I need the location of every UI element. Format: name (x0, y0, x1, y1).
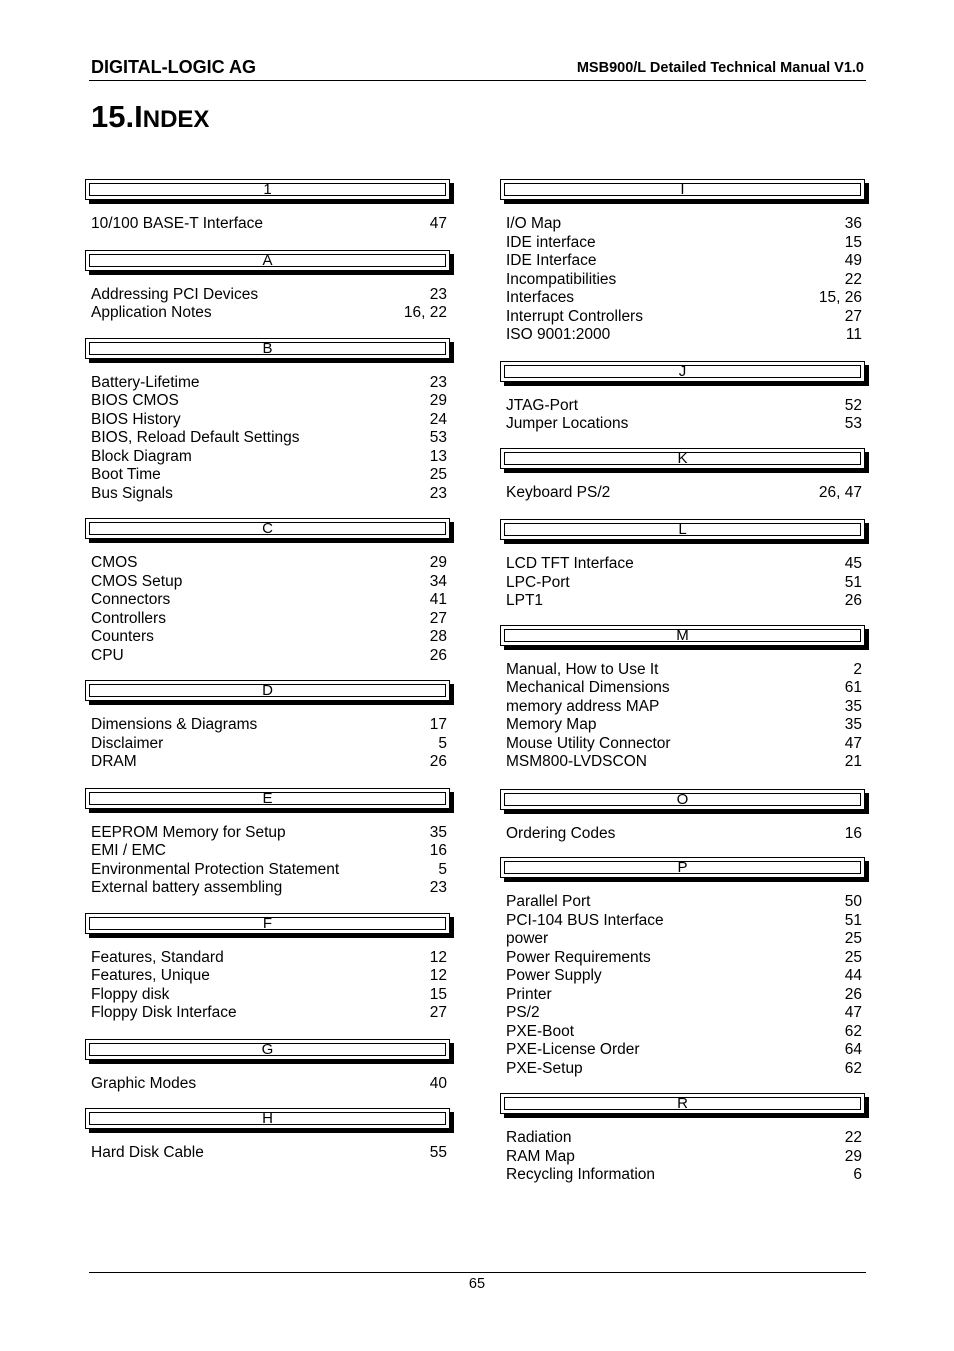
index-entry (500, 1060, 871, 1079)
entry-list (500, 1129, 871, 1185)
entry-term: LPC-Port (506, 573, 570, 591)
index-entry (500, 949, 871, 968)
entry-page: 11 (845, 326, 862, 343)
index-entry (85, 824, 456, 843)
entry-page: 53 (844, 415, 862, 432)
index-section (85, 338, 456, 504)
chapter-title (91, 99, 209, 135)
entry-list (500, 555, 871, 611)
index-entry (500, 1166, 871, 1185)
entry-term: MSM800-LVDSCON (506, 753, 647, 770)
entry-page: 29 (844, 1147, 862, 1165)
entry-term: Recycling Information (506, 1166, 656, 1183)
entry-term: Interfaces (506, 289, 575, 306)
entry-term: Application Notes (91, 304, 212, 321)
index-section (85, 1039, 456, 1094)
entry-term: CMOS Setup (91, 572, 183, 590)
entry-term: Floppy Disk Interface (91, 1004, 237, 1021)
entry-term: RAM Map (506, 1147, 575, 1165)
index-column-left (85, 179, 456, 1163)
entry-term: IDE interface (506, 233, 596, 251)
entry-term: Controllers (91, 609, 166, 627)
entry-term: Graphic Modes (91, 1074, 197, 1092)
entry-page: 44 (844, 967, 862, 984)
index-entry (85, 429, 456, 448)
entry-page: 12 (429, 948, 447, 966)
entry-term: PCI-104 BUS Interface (506, 911, 664, 929)
index-section (85, 250, 456, 323)
index-entry (500, 574, 871, 593)
entry-page: 36 (844, 215, 862, 232)
section-letter-header (85, 913, 456, 939)
entry-term: Environmental Protection Statement (91, 860, 340, 878)
entry-term: JTAG-Port (506, 396, 579, 414)
entry-term: Mouse Utility Connector (506, 734, 671, 752)
section-letter-header (85, 250, 456, 276)
index-entry (500, 967, 871, 986)
index-entry (500, 661, 871, 680)
entry-term: PS/2 (506, 1004, 540, 1021)
entry-page: 25 (844, 930, 862, 947)
section-letter: E (262, 789, 273, 807)
section-letter: L (678, 521, 687, 538)
entry-page: 2 (853, 660, 862, 678)
section-letter: J (678, 362, 687, 380)
section-letter: P (677, 859, 688, 876)
entry-term: LPT1 (506, 592, 544, 609)
entry-term: PXE-License Order (506, 1041, 640, 1058)
entry-term: Radiation (506, 1129, 572, 1146)
company-name: DIGITAL-LOGIC AG (91, 57, 256, 77)
section-letter: M (676, 626, 689, 644)
entry-page: 53 (429, 429, 447, 446)
entry-list (85, 215, 456, 234)
entry-page: 47 (429, 215, 447, 232)
index-section (85, 913, 456, 1023)
entry-term: Features, Standard (91, 948, 224, 966)
entry-term: Mechanical Dimensions (506, 679, 670, 696)
entry-term: Features, Unique (91, 967, 210, 984)
entry-page: 16 (844, 824, 862, 842)
section-letter: R (677, 1095, 688, 1112)
index-entry (85, 735, 456, 754)
index-entry (500, 326, 871, 345)
section-letter: H (262, 1110, 273, 1127)
section-letter-header (85, 338, 456, 364)
entry-term: BIOS, Reload Default Settings (91, 429, 300, 446)
entry-page: 52 (844, 396, 862, 414)
entry-term: CMOS (91, 554, 138, 571)
index-entry (85, 573, 456, 592)
entry-page: 25 (429, 466, 447, 483)
index-entry (500, 215, 871, 234)
entry-page: 61 (844, 679, 862, 696)
entry-page: 23 (429, 484, 447, 502)
entry-page: 22 (844, 1129, 862, 1146)
entry-page: 64 (844, 1041, 862, 1058)
index-entry (500, 735, 871, 754)
entry-list (500, 893, 871, 1078)
entry-page: 45 (844, 555, 862, 572)
section-letter-header (500, 1093, 871, 1119)
entry-page: 34 (429, 572, 447, 590)
entry-term: Manual, How to Use It (506, 660, 659, 678)
entry-list (85, 286, 456, 323)
entry-page: 24 (429, 410, 447, 428)
entry-list (500, 825, 871, 844)
entry-term: Ordering Codes (506, 824, 616, 842)
index-entry (85, 842, 456, 861)
index-entry (500, 592, 871, 611)
entry-page: 27 (429, 1004, 447, 1021)
entry-page: 41 (429, 591, 447, 608)
index-entry (85, 448, 456, 467)
index-entry (500, 716, 871, 735)
index-entry (500, 252, 871, 271)
index-entry (85, 392, 456, 411)
entry-term: LCD TFT Interface (506, 555, 634, 572)
section-letter: O (676, 790, 689, 808)
entry-term: Counters (91, 628, 154, 645)
index-entry (85, 215, 456, 234)
index-section (85, 788, 456, 898)
section-letter-header (500, 857, 871, 883)
entry-term: BIOS CMOS (91, 392, 179, 409)
section-letter-header (85, 518, 456, 544)
entry-term: Memory Map (506, 716, 597, 733)
entry-term: 10/100 BASE-T Interface (91, 215, 264, 232)
page-header (89, 56, 866, 81)
index-entry (500, 986, 871, 1005)
index-entry (85, 485, 456, 504)
index-entry (500, 415, 871, 434)
entry-page: 16 (429, 842, 447, 859)
page-number: 65 (468, 1276, 486, 1292)
entry-page: 26, 47 (818, 483, 862, 501)
entry-term: ISO 9001:2000 (506, 326, 611, 343)
index-entry (500, 289, 871, 308)
section-letter-header (85, 1039, 456, 1065)
entry-page: 28 (429, 628, 447, 645)
entry-page: 47 (844, 734, 862, 752)
index-entry (85, 628, 456, 647)
entry-list (500, 484, 871, 503)
index-section (500, 625, 871, 772)
section-letter: D (262, 682, 273, 699)
entry-list (85, 824, 456, 898)
entry-list (500, 215, 871, 345)
entry-term: Connectors (91, 591, 171, 608)
entry-page: 35 (844, 716, 862, 733)
entry-term: External battery assembling (91, 879, 283, 896)
index-entry (85, 1144, 456, 1163)
section-letter: 1 (263, 181, 272, 198)
entry-term: EEPROM Memory for Setup (91, 823, 286, 841)
entry-page: 29 (429, 392, 447, 409)
section-letter-header (500, 625, 871, 651)
index-entry (85, 1004, 456, 1023)
entry-page: 13 (429, 447, 447, 465)
index-entry (500, 912, 871, 931)
index-section (500, 361, 871, 434)
index-entry (500, 1004, 871, 1023)
footer-divider (89, 1272, 866, 1273)
index-section (85, 1108, 456, 1163)
entry-page: 35 (844, 697, 862, 715)
index-entry (500, 930, 871, 949)
index-entry (85, 967, 456, 986)
index-entry (85, 949, 456, 968)
entry-term: Parallel Port (506, 893, 591, 910)
entry-page: 51 (844, 573, 862, 591)
index-entry (500, 1129, 871, 1148)
entry-list (85, 949, 456, 1023)
entry-term: Interrupt Controllers (506, 307, 643, 325)
entry-page: 29 (429, 554, 447, 571)
index-entry (85, 411, 456, 430)
section-letter: G (261, 1040, 274, 1058)
index-section (500, 857, 871, 1078)
entry-page: 21 (844, 753, 862, 770)
entry-list (85, 554, 456, 665)
entry-term: Printer (506, 985, 552, 1003)
entry-list (85, 716, 456, 772)
index-entry (500, 1148, 871, 1167)
section-letter: A (262, 251, 273, 269)
index-section (85, 518, 456, 665)
entry-page: 12 (429, 967, 447, 984)
entry-page: 15 (844, 233, 862, 251)
section-letter: B (262, 339, 273, 357)
index-entry (85, 861, 456, 880)
manual-title: MSB900/L Detailed Technical Manual V1.0 (576, 60, 864, 76)
index-entry (500, 308, 871, 327)
section-letter-header (500, 361, 871, 387)
entry-term: Power Supply (506, 967, 602, 984)
entry-term: Block Diagram (91, 447, 192, 465)
entry-page: 51 (844, 911, 862, 929)
chapter-rest: NDEX (142, 106, 210, 133)
index-entry (500, 825, 871, 844)
section-letter-header (85, 1108, 456, 1134)
entry-list (500, 661, 871, 772)
entry-term: IDE Interface (506, 252, 597, 269)
entry-term: Disclaimer (91, 734, 164, 752)
index-entry (500, 271, 871, 290)
index-entry (500, 555, 871, 574)
index-entry (85, 466, 456, 485)
chapter-number: 15. (91, 99, 135, 134)
entry-page: 15 (429, 985, 447, 1003)
entry-term: EMI / EMC (91, 842, 166, 859)
entry-term: Incompatibilities (506, 270, 617, 288)
index-entry (85, 610, 456, 629)
entry-page: 27 (844, 307, 862, 325)
index-entry (500, 234, 871, 253)
section-letter-header (85, 788, 456, 814)
index-entry (500, 679, 871, 698)
index-entry (85, 304, 456, 323)
index-entry (85, 986, 456, 1005)
entry-list (85, 1075, 456, 1094)
entry-term: Boot Time (91, 466, 161, 483)
section-letter-header (85, 179, 456, 205)
chapter-initial: I (134, 99, 143, 134)
index-section (500, 179, 871, 345)
entry-term: Battery-Lifetime (91, 373, 200, 391)
section-letter-header (500, 448, 871, 474)
entry-page: 26 (844, 985, 862, 1003)
entry-list (85, 1144, 456, 1163)
index-entry (85, 554, 456, 573)
entry-term: I/O Map (506, 215, 562, 232)
entry-term: DRAM (91, 753, 137, 770)
entry-term: Power Requirements (506, 948, 651, 966)
entry-term: Bus Signals (91, 484, 173, 502)
entry-term: memory address MAP (506, 697, 660, 715)
section-letter: C (262, 520, 273, 537)
entry-page: 23 (429, 285, 447, 303)
index-section (85, 179, 456, 234)
entry-page: 26 (844, 592, 862, 609)
entry-page: 16, 22 (403, 304, 447, 321)
index-section (500, 789, 871, 844)
entry-term: power (506, 930, 549, 947)
entry-page: 5 (438, 734, 447, 752)
section-letter-header (500, 179, 871, 205)
section-letter-header (500, 519, 871, 545)
index-entry (500, 698, 871, 717)
index-entry (500, 753, 871, 772)
entry-page: 15, 26 (818, 289, 862, 306)
index-section (500, 448, 871, 503)
entry-term: Addressing PCI Devices (91, 285, 259, 303)
entry-page: 22 (844, 270, 862, 288)
section-letter: F (262, 914, 273, 932)
section-letter-header (85, 680, 456, 706)
entry-term: PXE-Setup (506, 1059, 583, 1077)
entry-page: 50 (844, 893, 862, 910)
entry-term: Keyboard PS/2 (506, 483, 611, 501)
index-entry (500, 1023, 871, 1042)
entry-page: 25 (844, 948, 862, 966)
section-letter: I (680, 181, 685, 198)
index-entry (500, 484, 871, 503)
entry-term: Dimensions & Diagrams (91, 716, 258, 733)
entry-page: 26 (429, 753, 447, 770)
entry-page: 40 (429, 1074, 447, 1092)
entry-page: 23 (429, 373, 447, 391)
index-entry (85, 716, 456, 735)
index-entry (85, 647, 456, 666)
entry-page: 17 (429, 716, 447, 733)
entry-term: Floppy disk (91, 985, 170, 1003)
entry-page: 26 (429, 646, 447, 664)
entry-page: 6 (853, 1166, 862, 1183)
index-section (500, 519, 871, 611)
index-entry (500, 893, 871, 912)
index-section (500, 1093, 871, 1185)
entry-page: 27 (429, 609, 447, 627)
entry-page: 23 (429, 879, 447, 896)
index-section (85, 680, 456, 772)
entry-term: Jumper Locations (506, 415, 629, 432)
entry-page: 62 (844, 1022, 862, 1040)
entry-page: 35 (429, 823, 447, 841)
entry-page: 5 (438, 860, 447, 878)
entry-page: 62 (844, 1059, 862, 1077)
section-letter: K (677, 449, 688, 467)
index-column-right (500, 179, 871, 1185)
entry-term: CPU (91, 646, 124, 664)
index-entry (85, 753, 456, 772)
entry-term: PXE-Boot (506, 1022, 575, 1040)
section-letter-header (500, 789, 871, 815)
entry-page: 49 (844, 252, 862, 269)
entry-page: 47 (844, 1004, 862, 1021)
index-entry (85, 1075, 456, 1094)
entry-list (85, 374, 456, 504)
index-entry (85, 591, 456, 610)
index-entry (85, 879, 456, 898)
entry-page: 55 (429, 1144, 447, 1161)
index-entry (85, 286, 456, 305)
entry-term: BIOS History (91, 410, 181, 428)
index-entry (500, 397, 871, 416)
index-entry (85, 374, 456, 393)
entry-term: Hard Disk Cable (91, 1144, 204, 1161)
index-entry (500, 1041, 871, 1060)
entry-list (500, 397, 871, 434)
